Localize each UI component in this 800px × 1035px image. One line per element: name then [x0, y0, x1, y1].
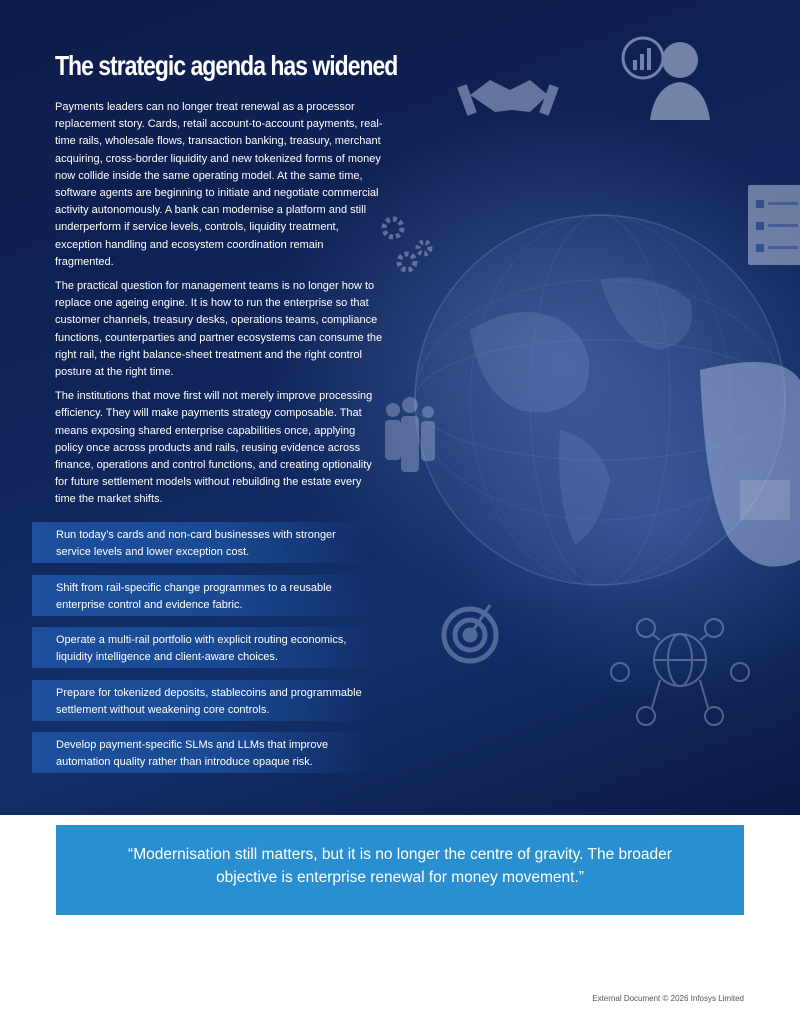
gears-icon: [384, 219, 430, 270]
body-text: [55, 99, 385, 516]
quote-text: “Modernisation still matters, but it is no longer the centre of gravity. The broader objective is enterprise renewal for money movement.”: [128, 846, 672, 886]
key-priorities-list: [32, 522, 372, 785]
footer-copyright: External Document © 2026 Infosys Limited: [592, 994, 744, 1003]
priority-item: Develop payment-specific SLMs and LLMs that improve automation quality rather than introduce opaque risk.: [32, 732, 372, 773]
pull-quote: [56, 825, 744, 915]
checklist-icon: [748, 185, 800, 265]
priority-item: Run today’s cards and non-card businesses with stronger service levels and lower exception cost.: [32, 522, 372, 563]
priority-item: Shift from rail-specific change programmes to a reusable enterprise control and evidence fabric.: [32, 575, 372, 616]
analyst-icon: [623, 38, 710, 120]
page-title: The strategic agenda has widened: [55, 50, 398, 81]
target-icon: [444, 605, 496, 661]
paragraph: Payments leaders can no longer treat renewal as a processor replacement story. Cards, retail account-to-account payments, real-time rails, wholesale flows, transaction banking, treasury, merchant acquiring, cross-border liquidity and new tokenized forms of money now collide inside the same operating model. At the same time, software agents are beginning to initiate and negotiate commercial activity autonomously. A bank can modernise a platform and still underperform if service levels, controls, liquidity treatment, exception handling and ecosystem coordination remain fragmented.: [55, 101, 383, 268]
paragraph: The practical question for management teams is no longer how to replace one ageing engine. It is how to run the enterprise so that customer channels, treasury desks, operations teams, compliance functions, counterparties and partner ecosystems can consume the right rail, the right balance-sheet treatment and the right control posture at the right time.: [55, 280, 383, 379]
paragraph: The institutions that move first will not merely improve processing efficiency. They will make payments strategy composable. That means exposing shared enterprise capabilities once, applying policy once across products and rails, reusing evidence across finance, operations and control functions, and creating optionality for future settlement models without rebuilding the estate every time the market shifts.: [55, 390, 373, 506]
network-dollar-icon: [611, 619, 749, 725]
handshake-icon: [457, 80, 559, 116]
people-icon: [385, 397, 435, 472]
priority-item: Operate a multi-rail portfolio with explicit routing economics, liquidity intelligence and client-aware choices.: [32, 627, 372, 668]
priority-item: Prepare for tokenized deposits, stablecoins and programmable settlement without weakening core controls.: [32, 680, 372, 721]
